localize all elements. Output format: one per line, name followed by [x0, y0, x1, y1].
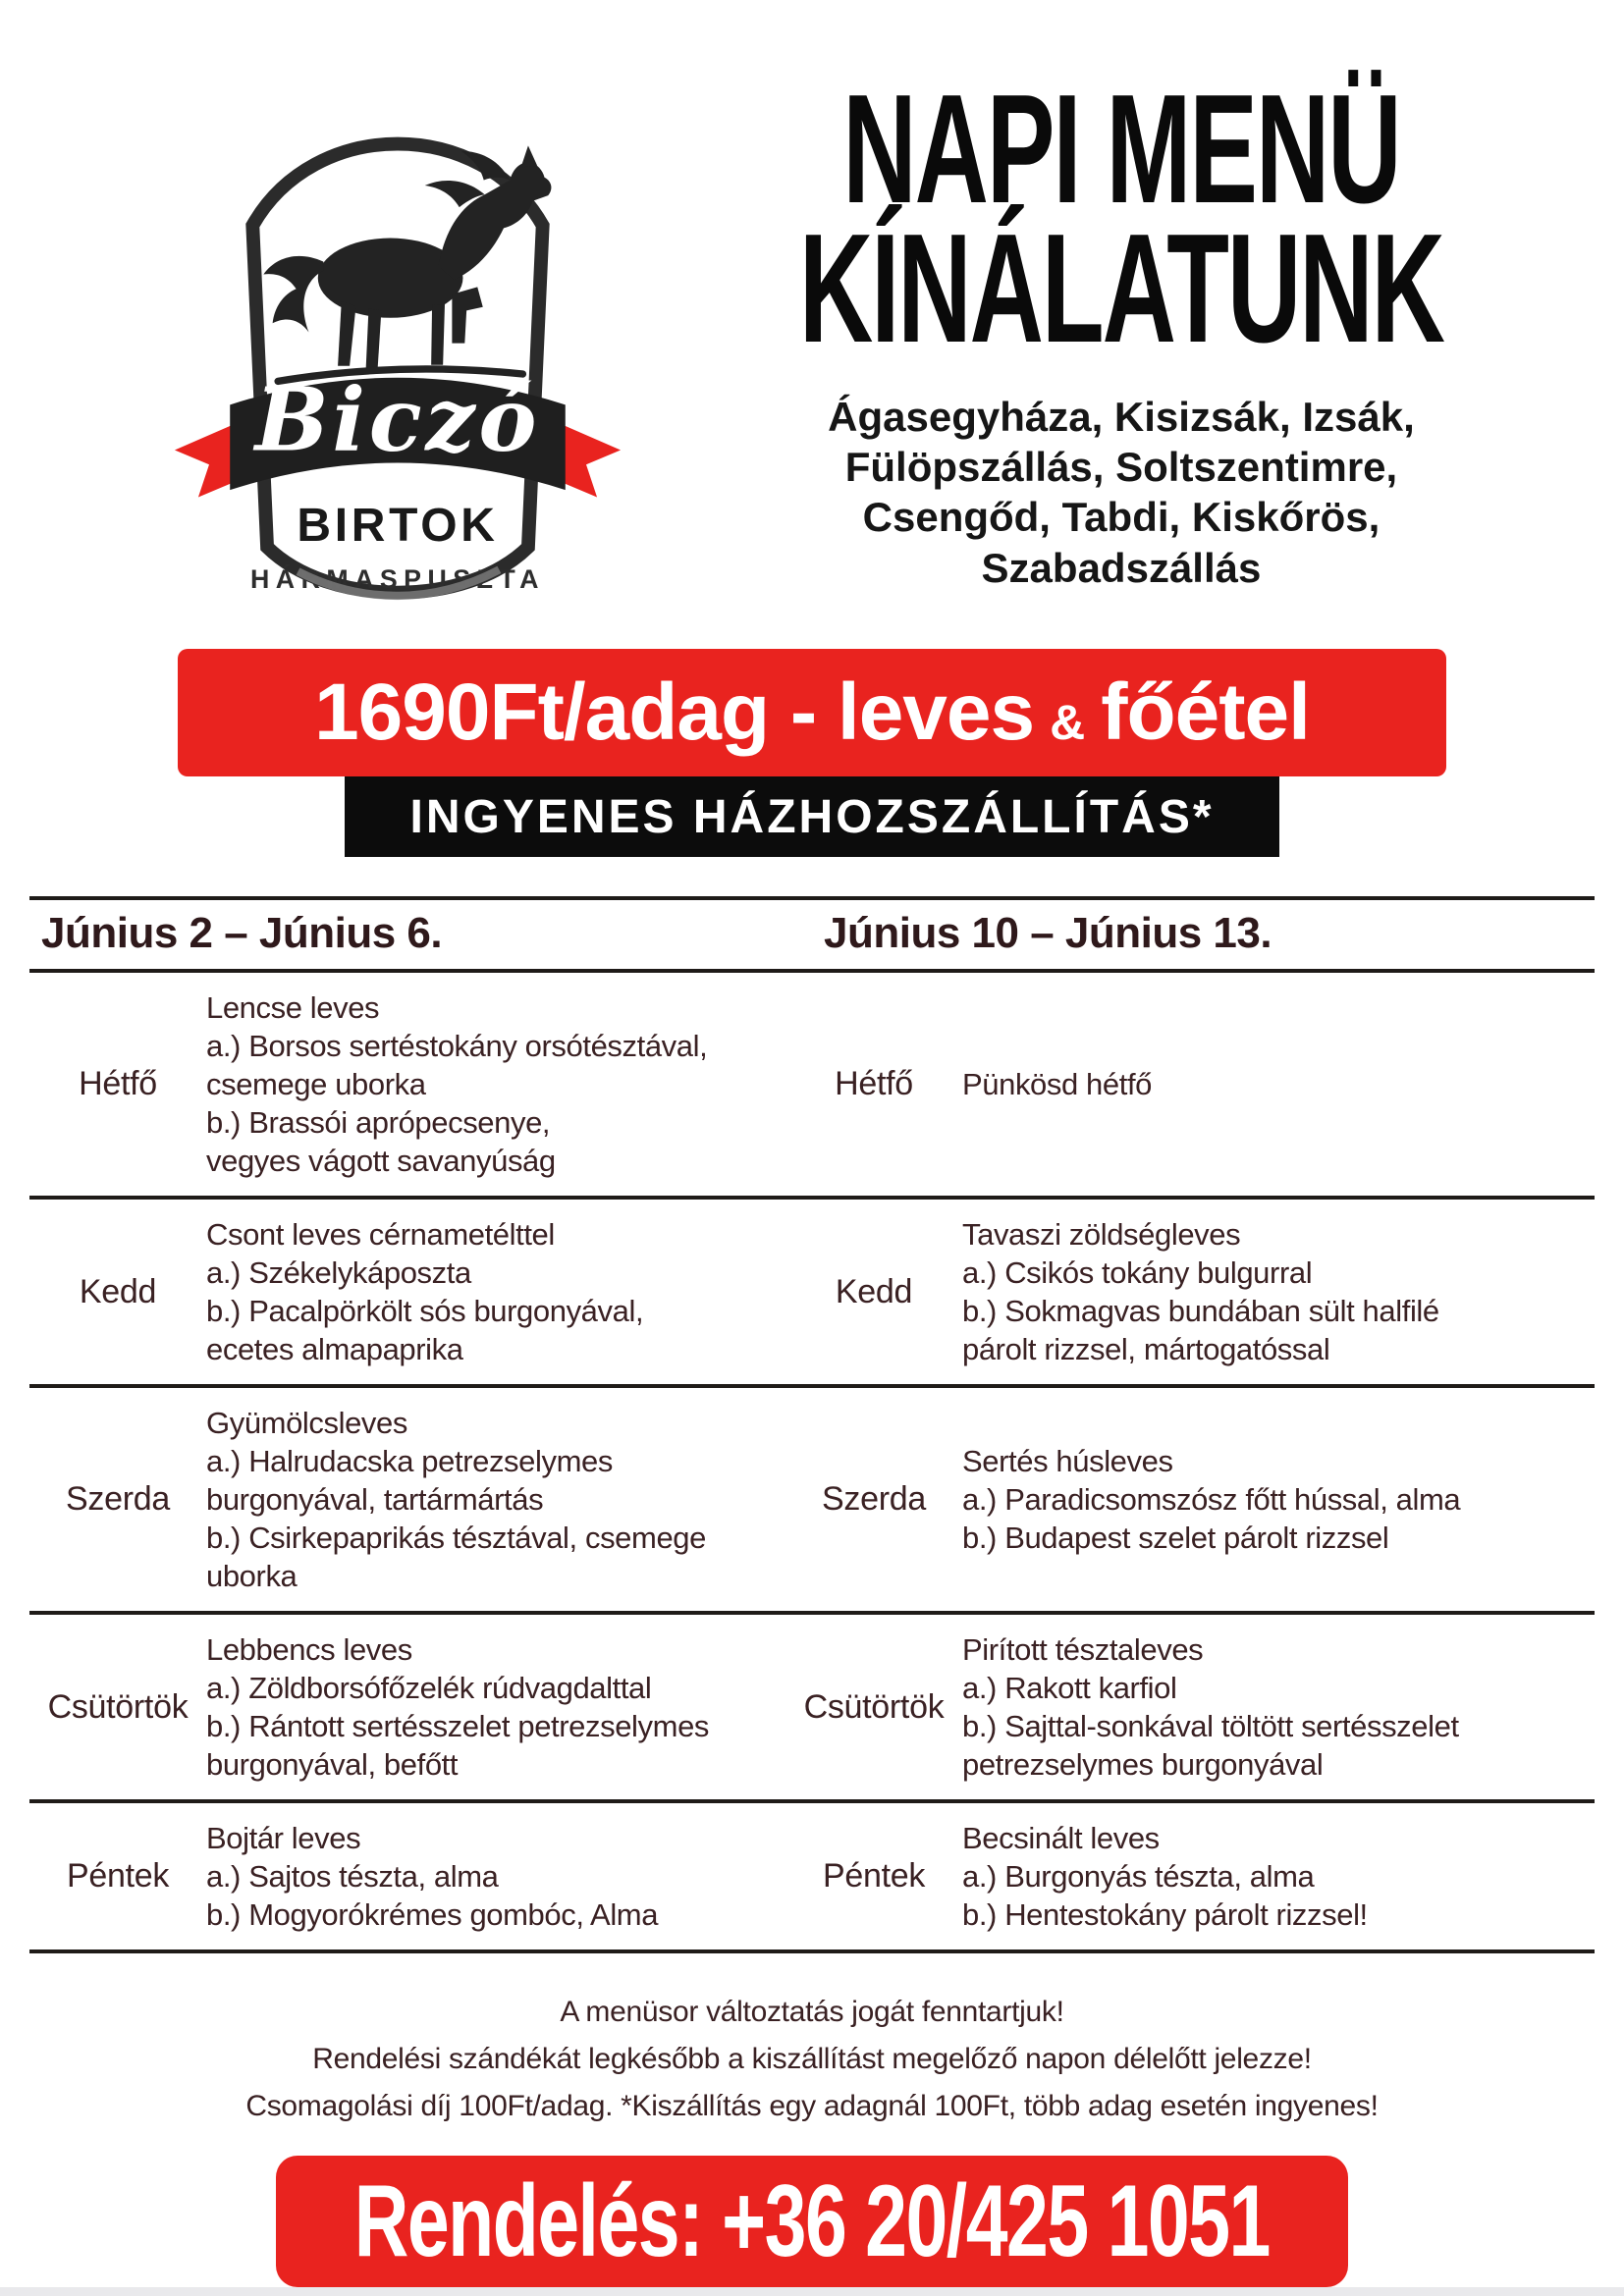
menu-cell-week1	[206, 1215, 785, 1368]
menu-cell-week1	[206, 1630, 785, 1784]
menu-item-line: Pirított tésztaleves	[962, 1632, 1204, 1667]
delivery-locations	[633, 392, 1609, 593]
header	[0, 0, 1624, 633]
menu-item-line: b.) Sokmagvas bundában sült halfilé	[962, 1294, 1439, 1328]
title-line-2: KÍNÁLATUNK	[798, 202, 1443, 375]
menu-item-line: uborka	[206, 1559, 298, 1593]
menu-cell-week2	[962, 1630, 1595, 1784]
day-label: Szerda	[822, 1480, 926, 1518]
menu-item-line: a.) Paradicsomszósz főtt hússal, alma	[962, 1482, 1461, 1517]
footer-line: Rendelési szándékát legkésőbb a kiszállítást megelőző napon délelőtt jelezze!	[312, 2043, 1312, 2075]
menu-item-line: a.) Halrudacska petrezselymes	[206, 1444, 613, 1478]
table-row-thursday	[29, 1615, 1595, 1803]
table-row-tuesday	[29, 1200, 1595, 1388]
menu-item-line: a.) Székelykáposzta	[206, 1255, 471, 1290]
menu-item-line: vegyes vágott savanyúság	[206, 1144, 556, 1178]
week2-header: Június 10 – Június 13.	[824, 909, 1272, 957]
order-label: Rendelés:	[353, 2163, 703, 2278]
footer-line: A menüsor változtatás jogát fenntartjuk!	[560, 1996, 1064, 2028]
day-label: Péntek	[66, 1857, 170, 1895]
menu-item-line: a.) Rakott karfiol	[962, 1671, 1177, 1705]
menu-item-line: a.) Sajtos tészta, alma	[206, 1859, 499, 1894]
menu-item-line: a.) Csikós tokány bulgurral	[962, 1255, 1313, 1290]
day-label: Hétfő	[835, 1065, 913, 1102]
menu-item-line: b.) Sajttal-sonkával töltött sertésszelet	[962, 1709, 1459, 1743]
place-text: HÁRMASPUSZTA	[250, 563, 545, 594]
menu-item-line: a.) Borsos sertéstokány orsótésztával,	[206, 1029, 708, 1063]
day-label: Péntek	[822, 1857, 926, 1895]
price-banner	[178, 649, 1446, 776]
order-banner	[276, 2156, 1348, 2287]
brand-logo	[162, 44, 633, 633]
menu-cell-week1	[206, 1819, 785, 1934]
title-line-1: NAPI MENÜ	[842, 63, 1400, 236]
location-line: Csengőd, Tabdi, Kiskőrös,	[862, 494, 1380, 541]
menu-item-line: burgonyával, tartármártás	[206, 1482, 544, 1517]
location-line: Szabadszállás	[981, 544, 1262, 591]
menu-cell-week2	[962, 1442, 1595, 1557]
menu-item-line: Gyümölcsleves	[206, 1406, 407, 1440]
menu-item-line: Csont leves cérnametélttel	[206, 1217, 555, 1252]
menu-item-line: a.) Burgonyás tészta, alma	[962, 1859, 1315, 1894]
menu-cell-week1	[206, 988, 785, 1180]
price-part-2: főétel	[1101, 667, 1310, 757]
title-block	[633, 44, 1624, 633]
menu-item-line: Pünkösd hétfő	[962, 1067, 1153, 1101]
menu-item-line: b.) Hentestokány párolt rizzsel!	[962, 1897, 1368, 1932]
brand-name-text: Biczó	[254, 368, 541, 471]
price-ampersand: &	[1050, 695, 1086, 750]
free-delivery-banner: INGYENES HÁZHOZSZÁLLÍTÁS*	[345, 776, 1279, 857]
menu-item-line: Tavaszi zöldségleves	[962, 1217, 1241, 1252]
menu-item-line: csemege uborka	[206, 1067, 426, 1101]
table-row-friday	[29, 1803, 1595, 1953]
menu-item-line: b.) Csirkepaprikás tésztával, csemege	[206, 1521, 706, 1555]
price-part-1: 1690Ft/adag - leves	[314, 667, 1035, 757]
menu-item-line: b.) Brassói aprópecsenye,	[206, 1105, 551, 1140]
logo-graphic	[162, 44, 633, 633]
menu-cell-week2	[962, 1065, 1595, 1103]
price-text	[314, 667, 1310, 759]
order-text	[354, 2163, 1270, 2280]
day-label: Szerda	[66, 1480, 170, 1518]
location-line: Fülöpszállás, Soltszentimre,	[844, 444, 1398, 491]
menu-cell-week2	[962, 1819, 1595, 1934]
day-label: Kedd	[79, 1272, 157, 1310]
menu-item-line: burgonyával, befőtt	[206, 1747, 459, 1782]
menu-item-line: petrezselymes burgonyával	[962, 1747, 1324, 1782]
menu-table-header	[29, 900, 1595, 973]
menu-cell-week1	[206, 1404, 785, 1595]
scan-edge-strip	[0, 2287, 1624, 2296]
menu-item-line: b.) Budapest szelet párolt rizzsel	[962, 1521, 1389, 1555]
menu-item-line: b.) Rántott sertésszelet petrezselymes	[206, 1709, 710, 1743]
day-label: Csütörtök	[47, 1687, 189, 1726]
menu-cell-week2	[962, 1215, 1595, 1368]
menu-table	[29, 896, 1595, 1953]
menu-item-line: Lebbencs leves	[206, 1632, 412, 1667]
menu-item-line: Becsinált leves	[962, 1821, 1160, 1855]
page-title	[633, 63, 1609, 375]
menu-item-line: párolt rizzsel, mártogatóssal	[962, 1332, 1330, 1366]
footer-line: Csomagolási díj 100Ft/adag. *Kiszállítás egy adagnál 100Ft, több adag esetén ingyenes!	[245, 2090, 1379, 2122]
menu-item-line: b.) Pacalpörkölt sós burgonyával,	[206, 1294, 644, 1328]
menu-item-line: Lencse leves	[206, 990, 380, 1025]
footer-notes	[0, 1989, 1624, 2130]
day-label: Hétfő	[79, 1065, 157, 1102]
menu-item-line: Sertés húsleves	[962, 1444, 1173, 1478]
order-phone-number: +36 20/425 1051	[722, 2163, 1271, 2278]
week1-header: Június 2 – Június 6.	[41, 909, 443, 957]
table-row-monday	[29, 973, 1595, 1200]
menu-item-line: ecetes almapaprika	[206, 1332, 463, 1366]
table-row-wednesday	[29, 1388, 1595, 1615]
menu-item-line: Bojtár leves	[206, 1821, 361, 1855]
estate-text: BIRTOK	[297, 499, 499, 552]
location-line: Ágasegyháza, Kisizsák, Izsák,	[828, 394, 1415, 440]
menu-item-line: b.) Mogyorókrémes gombóc, Alma	[206, 1897, 659, 1932]
menu-item-line: a.) Zöldborsófőzelék rúdvagdalttal	[206, 1671, 652, 1705]
day-label: Kedd	[835, 1272, 913, 1310]
day-label: Csütörtök	[803, 1687, 945, 1726]
